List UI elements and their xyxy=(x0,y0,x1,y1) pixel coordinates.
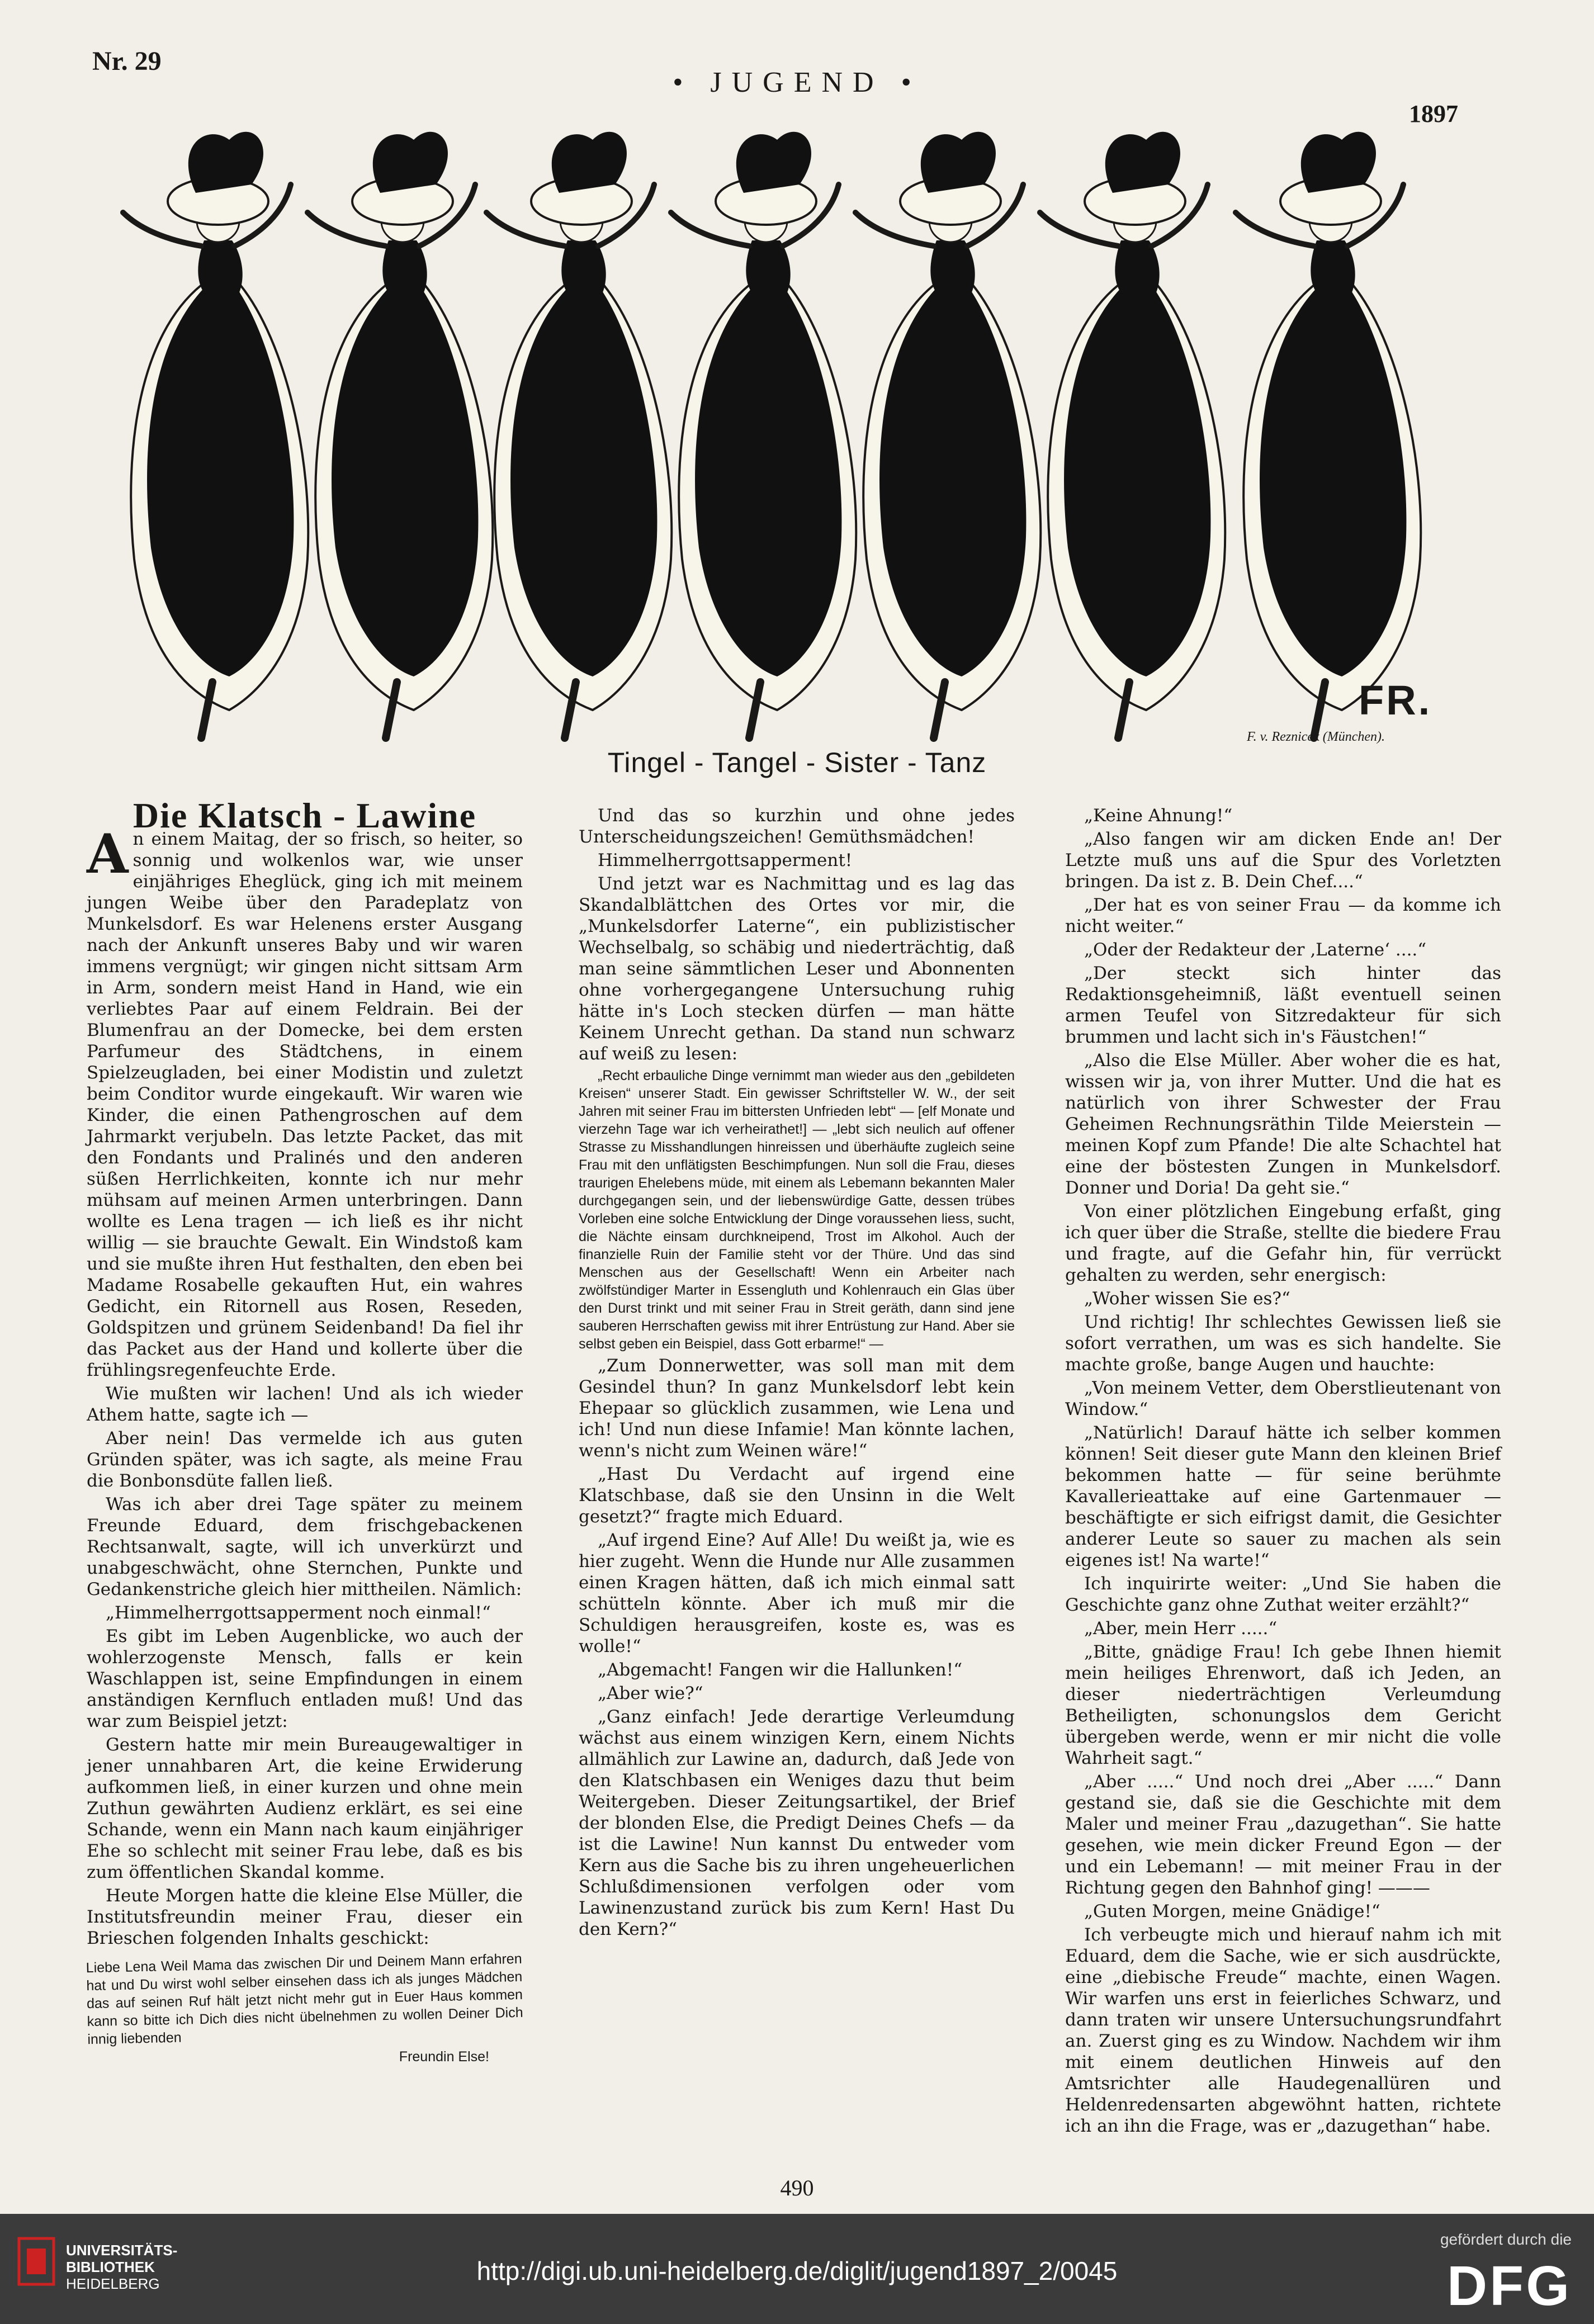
paragraph: „Woher wissen Sie es?“ xyxy=(1084,1289,1290,1309)
paragraph: Heute Morgen hatte die kleine Else Müller, die Institutsfreundin meiner Frau, dieser ein Brieschen folgenden Inhalts geschickt: xyxy=(87,1886,523,1948)
dfg-logo: DFG xyxy=(1446,2255,1572,2317)
issue-number: Nr. 29 xyxy=(92,46,162,76)
page-number: 490 xyxy=(780,2175,814,2200)
column-1-text xyxy=(87,822,523,1949)
dancers-illustration xyxy=(78,101,1510,760)
paragraph: „Zum Donnerwetter, was soll man mit dem Gesindel thun? In ganz Munkelsdorf lebt kein Ehepaar so glücklich zusammen, wie Lena und ich! Und nun diese Infamie! Man könnte lachen, wenn's nicht zum Weinen wäre!“ xyxy=(579,1356,1015,1461)
paragraph: „Himmelherrgottsapperment noch einmal!“ xyxy=(106,1603,491,1623)
paragraph: „Ganz einfach! Jede derartige Verleumdung wächst aus einem winzigen Kern, einem Nichts allmählich zur Lawine an, dadurch, daß Jede von den Klatschbasen ein Weniges dazu thut beim Weitergeben. Dieser Zeitungsartikel, der Brief der blonden Else, die Predigt Deines Chefs — da ist die Lawine! Nun kannst Du entweder vom Kern aus die Sache bis zu ihren ungeheuerlichen Schlußdimensionen verfolgen oder vom Lawinenzustand zurück bis zum Kern! Hast Du den Kern?“ xyxy=(579,1707,1015,1939)
column-3-text xyxy=(1065,805,1501,2137)
paragraph: „Von meinem Vetter, dem Oberstlieutenant von Window.“ xyxy=(1065,1378,1501,1419)
dancer-figure xyxy=(1236,132,1421,738)
paragraph: Himmelherrgottsapperment! xyxy=(598,850,853,870)
article-title: Die Klatsch - Lawine xyxy=(133,796,477,835)
paragraph: „Natürlich! Darauf hätte ich selber kommen können! Seit dieser gute Mann den kleinen Brief bekommen hatte — für seine berühmte Kavallerieattake auf eine Gartenmauer — beschäftigte er sich eifrigst damit, die Gesichter anderer Leute so sauer zu machen als sein eigenes ist! Na warte!“ xyxy=(1065,1423,1501,1570)
paragraph: „Recht erbauliche Dinge vernimmt man wieder aus den „gebildeten Kreisen“ unserer Stadt. Ein gewisser Schriftsteller W. W., der seit Jahren mit seiner Frau im bittersten Unfrieden lebt“ — [elf Monate und vierzehn Tage war ich verheirathet!] — „lebt sich neulich auf offener Strasse zu Misshandlungen hinreissen und überhäufte zugleich seine Frau mit den unflätigsten Beschimpfungen. Nun soll die Frau, dieses traurigen Ehelebens müde, mit einem als Lebemann bekannten Maler durchgegangen sein, und der liebenswürdige Gatte, dessen trübes Vorleben eine solche Entwicklung der Dinge voraussehen liess, sucht, die Nächte einsam durchkneipend, Trost im Alkohol. Auch der finanzielle Ruin der Familie steht vor der Thüre. Und das sind Menschen aus der Gesellschaft! Wenn ein Arbeiter nach zwölfstündiger Marter in Essengluth und Kohlenrauch ein Glas über den Durst trinkt und mit seiner Frau in Streit geräth, dann sind jene sauberen Herrschaften gewiss mit ihrer Entrüstung zur Hand. Aber sie selbst geben ein Beispiel, dass Gott erbarme!“ — xyxy=(579,1068,1015,1352)
column-2-text xyxy=(579,805,1015,1940)
paragraph: Gestern hatte mir mein Bureaugewaltiger in jener unnahbaren Art, die keine Erwiderung aufkommen ließ, in einer kurzen und ohne mein Zuthun gewährten Audienz erklärt, es sei eine Schande, wenn ein Mann nach kaum einjähriger Ehe so schlecht mit seiner Frau lebe, daß es bis zum öffentlichen Skandal komme. xyxy=(87,1735,523,1882)
paragraph: „Aber wie?“ xyxy=(598,1683,703,1703)
article-column-3 xyxy=(1065,805,1501,2139)
dancer-figure xyxy=(486,132,671,738)
dancer-figure xyxy=(855,132,1040,738)
paragraph: Und das so kurzhin und ohne jedes Unterscheidungszeichen! Gemüthsmädchen! xyxy=(579,806,1015,847)
paragraph: „Guten Morgen, meine Gnädige!“ xyxy=(1084,1901,1380,1921)
sponsor-label: gefördert durch die xyxy=(1440,2231,1572,2248)
artist-credit: F. v. Reznicek (München). xyxy=(1247,730,1385,744)
paragraph: „Abgemacht! Fangen wir die Hallunken!“ xyxy=(598,1660,963,1680)
paragraph: „Keine Ahnung!“ xyxy=(1084,806,1233,826)
paragraph: „Aber .....“ Und noch drei „Aber .....“ Dann gestand sie, daß sie die Geschichte mit dem Maler und meiner Frau „dazugethan“. Sie hatte gesehen, wie mein dicker Freund Egon — der und ein Lebemann! — mit meiner Frau in der Richtung gegen den Bahnhof ging! ——— xyxy=(1065,1772,1501,1898)
institution-line-1: UNIVERSITÄTS- xyxy=(66,2242,178,2259)
year: 1897 xyxy=(1409,100,1458,127)
paragraph: Es gibt im Leben Augenblicke, wo auch der wohlerzogenste Mensch, falls er kein Waschlappen ist, seine Empfindungen in einem anständigen Kernfluch entladen muß! Und das war zum Beispiel jetzt: xyxy=(87,1626,523,1731)
paragraph: „Auf irgend Eine? Auf Alle! Du weißt ja, wie es hier zugeht. Wenn die Hunde nur Alle zusammen einen Kragen hätten, daß ich mich einmal satt schütteln könnte. Aber ich muß mir die Schuldigen herausgreifen, koste es, was es wolle!“ xyxy=(579,1530,1015,1656)
paragraph: Was ich aber drei Tage später zu meinem Freunde Eduard, dem frischgebackenen Rechtsanwalt, sagte, will ich unverkürzt und unabgeschwächt, ohne Sternchen, Punkte und Gedankenstriche gleich hier mittheilen. Nämlich: xyxy=(87,1494,523,1599)
article-column-1 xyxy=(86,796,523,2070)
paragraph: „Der hat es von seiner Frau — da komme ich nicht weiter.“ xyxy=(1065,895,1501,936)
paragraph: „Aber, mein Herr .....“ xyxy=(1084,1618,1278,1639)
dancer-figure xyxy=(1040,132,1225,738)
paragraph: „Oder der Redakteur der ‚Laterne‘ ....“ xyxy=(1084,940,1427,960)
article-column-2 xyxy=(579,805,1015,1942)
paragraph: Ich inquirirte weiter: „Und Sie haben die Geschichte ganz ohne Zuthat weiter erzählt?“ xyxy=(1065,1574,1501,1615)
paragraph: Und richtig! Ihr schlechtes Gewissen ließ sie sofort verrathen, um was es sich handelte. Sie machte große, bange Augen und hauchte: xyxy=(1065,1312,1501,1375)
illustration-caption: Tingel - Tangel - Sister - Tanz xyxy=(607,747,987,778)
dancer-figure xyxy=(123,132,308,738)
artist-monogram: FR. xyxy=(1359,677,1432,723)
paragraph: „Also die Else Müller. Aber woher die es hat, wissen wir ja, von ihrer Mutter. Und die hat es natürlich von ihrer Schwester der Frau Geheimen Rechnungsräthin Tilde Meierstein — meinen Kopf zum Pfande! Die alte Schachtel hat eine der böstesten Zungen in Munkelsdorf. Donner und Doria! Da geht sie.“ xyxy=(1065,1050,1501,1198)
paragraph: „Also fangen wir am dicken Ende an! Der Letzte muß uns auf die Spur des Vorletzten bringen. Da ist z. B. Dein Chef....“ xyxy=(1065,829,1501,892)
letter-text: Liebe Lena Weil Mama das zwischen Dir und Deinem Mann erfahren hat und Du wirst wohl selber einsehen dass ich als junges Mädchen das auf seinen Ruf hält jetzt nicht mehr gut in Euer Haus kommen kann so bitte ich Dich dies nicht übelnehmen zu wollen Deiner Dich innig liebenden xyxy=(86,1951,523,2048)
paragraph: „Bitte, gnädige Frau! Ich gebe Ihnen hiemit mein heiliges Ehrenwort, daß ich Jeden, an dieser niederträchtigen Verleumdung Betheiligten, schonungslos dem Gericht übergeben werde, wenn er mir nicht die volle Wahrheit sagt.“ xyxy=(1065,1642,1501,1768)
dancer-figure xyxy=(308,132,493,738)
paragraph: Von einer plötzlichen Eingebung erfaßt, ging ich quer über die Straße, stellte die biedere Frau und fragte, auf die Gefahr hin, für verrückt gehalten zu werden, sehr energisch: xyxy=(1065,1201,1501,1285)
dancer-figures xyxy=(123,132,1421,738)
paragraph: „Der steckt sich hinter das Redaktionsgeheimniß, läßt eventuell seinen armen Teufel von Sitzredakteur für sich brummen und lacht sich in's Fäustchen!“ xyxy=(1065,963,1501,1047)
paragraph: Und jetzt war es Nachmittag und es lag das Skandalblättchen des Ortes vor mir, die „Munkelsdorfer Laterne“, ein publizistischer Wechselbalg, so schäbig und niederträchtig, daß man seine sämmtlichen Leser und Abonnenten ohne vorhergegangene Untersuchung ruhig hätte in's Loch stecken dürfen — man hätte Keinem Unrecht gethan. Da stand nun schwarz auf weiß zu lesen: xyxy=(579,874,1015,1064)
dancer-figure xyxy=(671,132,856,738)
institution-line-3: HEIDELBERG xyxy=(66,2275,160,2292)
drop-cap: A xyxy=(87,822,129,886)
permalink-url[interactable]: http://digi.ub.uni-heidelberg.de/diglit/jugend1897_2/0045 xyxy=(476,2256,1118,2285)
viewer-footer xyxy=(0,2214,1594,2324)
letter-signature: Freundin Else! xyxy=(399,2049,489,2065)
paragraph: „Hast Du Verdacht auf irgend eine Klatschbase, daß sie den Unsinn in die Welt gesetzt?“ fragte mich Eduard. xyxy=(579,1464,1015,1527)
paragraph: Ich verbeugte mich und hierauf nahm ich mit Eduard, dem die Sache, wie er sich ausdrückte, eine „diebische Freude“ machte, einen Wagen. Wir warfen uns erst in feierliches Schwarz, und dann traten wir unsere Untersuchungsrundfahrt an. Zuerst ging es zu Window. Nachdem wir ihm mit einem deutlichen Hinweis auf den Amtsrichter alle Haudegenallüren und Heldenredensarten abgewöhnt hatten, richtete ich an ihn die Frage, was er „dazugethan“ habe. xyxy=(1065,1925,1501,2136)
paragraph: Wie mußten wir lachen! Und als ich wieder Athem hatte, sagte ich — xyxy=(87,1384,523,1425)
paragraph: An einem Maitag, der so frisch, so heiter, so sonnig und wolkenlos war, wie unser einjähriges Eheglück, ging ich mit meinem jungen Weibe über den Paradeplatz von Munkelsdorf. Es war Helenens erster Ausgang nach der Ankunft unseres Baby und wir waren immens vergnügt; wir gingen nicht sittsam Arm in Arm, sondern meist Hand in Hand, wie ein verliebtes Paar auf einem Feldrain. Bei der Blumenfrau an der Domecke, bei dem ersten Parfumeur des Städtchens, in einem Spielzeugladen, bei einer Modistin und zuletzt beim Conditor wurde eingekauft. Wir waren wie Kinder, die einen Pathengroschen auf dem Jahrmarkt verjubeln. Das letzte Packet, das mit den Fondants und Pralinés und den anderen süßen Herrlichkeiten, konnte ich nur mehr mühsam auf meinen Armen unterbringen. Dann wollte es Lena tragen — ich ließ es ihr nicht willig — sie brauchte Gewalt. Ein Windstoß kam und sie mußte ihren Hut festhalten, den eben bei Madame Rosabelle gekauften Hut, ein wahres Gedicht, ein Ritornell aus Rosen, Reseden, Goldspitzen und grünem Seidenband! Da fiel ihr das Packet aus der Hand und kollerte über die frühlingsregenfeuchte Erde. xyxy=(87,822,523,1380)
journal-title: • JUGEND • xyxy=(673,67,921,98)
paragraph: Aber nein! Das vermelde ich aus guten Gründen später, was ich sagte, als meine Frau die Bonbonsdüte fallen ließ. xyxy=(87,1428,523,1491)
institution-line-2: BIBLIOTHEK xyxy=(66,2259,155,2275)
